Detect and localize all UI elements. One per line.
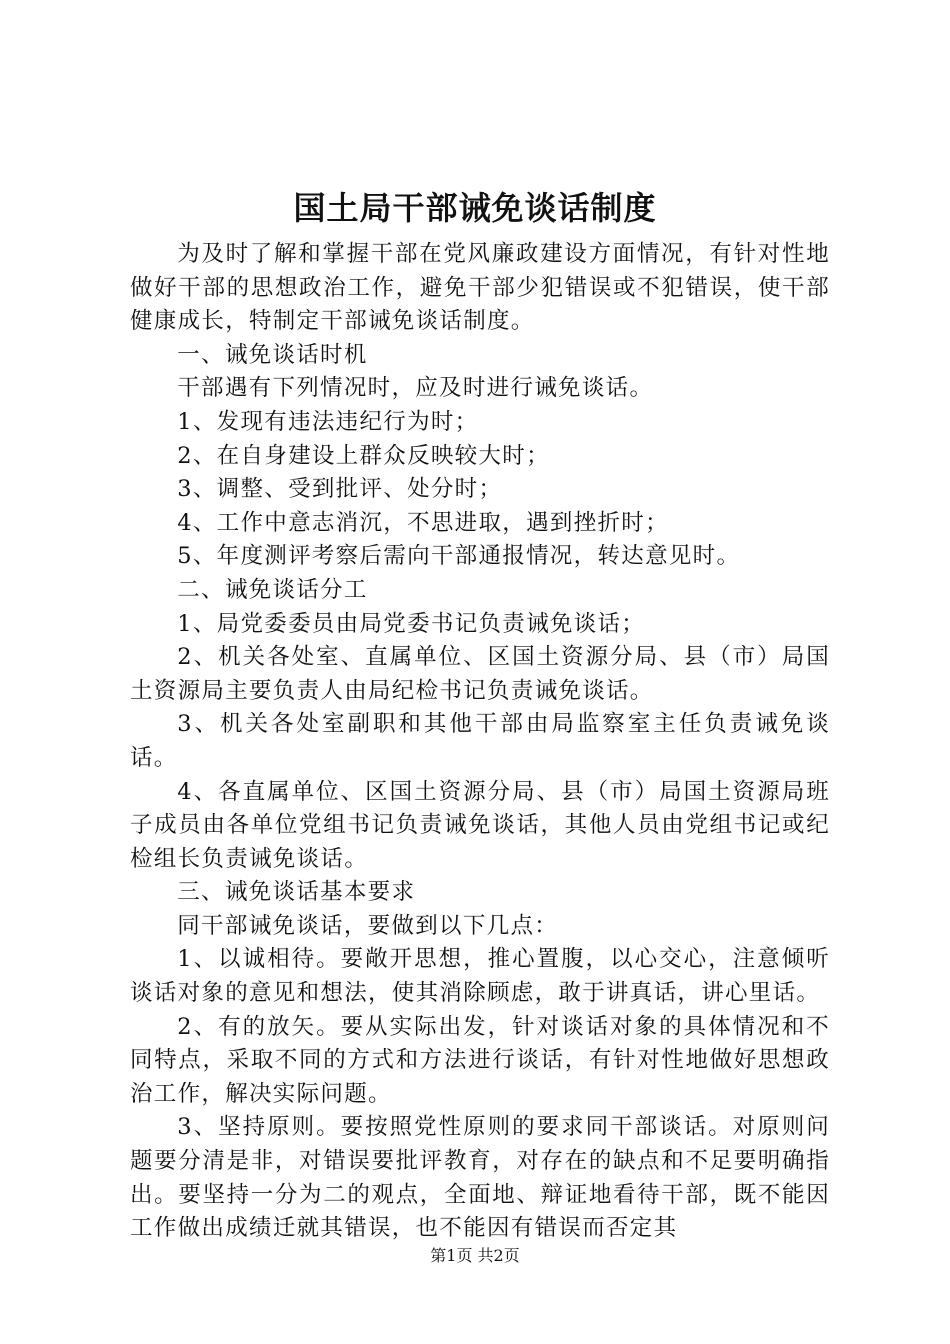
list-item: 1、局党委委员由局党委书记负责诫免谈话； <box>177 610 646 637</box>
list-item: 4、工作中意志消沉，不思进取，遇到挫折时； <box>177 509 669 536</box>
section-heading-3: 三、诫免谈话基本要求 <box>177 879 416 906</box>
document-title: 国土局干部诫免谈话制度 <box>293 189 657 227</box>
section-heading-2: 二、诫免谈话分工 <box>177 576 368 603</box>
paragraph-intro: 为及时了解和掌握干部在党风廉政建设方面情况，有针对性地做好干部的思想政治工作，避免干部少犯错误或不犯错误，使干部健康成长，特制定干部诫免谈话制度。 <box>130 241 830 335</box>
list-item: 3、调整、受到批评、处分时； <box>177 476 503 503</box>
list-item: 5、年度测评考察后需向干部通报情况，转达意见时。 <box>177 543 741 570</box>
document-body <box>130 238 830 1246</box>
list-item: 2、机关各处室、直属单位、区国土资源分局、县（市）局国土资源局主要负责人由局纪检书记负责诫免谈话。 <box>130 644 830 704</box>
paragraph: 干部遇有下列情况时，应及时进行诫免谈话。 <box>177 375 654 402</box>
list-item: 3、坚持原则。要按照党性原则的要求同干部谈话。对原则问题要分清是非，对错误要批评教育，对存在的缺点和不足要明确指出。要坚持一分为二的观点，全面地、辩证地看待干部，既不能因工作做出成绩迁就其错误，也不能因有错误而否定其 <box>130 1114 830 1242</box>
paragraph: 同干部诫免谈话，要做到以下几点： <box>177 912 559 939</box>
list-item: 3、机关各处室副职和其他干部由局监察室主任负责诫免谈话。 <box>130 711 830 771</box>
list-item: 2、在自身建设上群众反映较大时； <box>177 442 550 469</box>
list-item: 1、发现有违法违纪行为时； <box>177 408 479 435</box>
page-footer: 第1页 共2页 <box>430 1246 520 1265</box>
list-item: 2、有的放矢。要从实际出发，针对谈话对象的具体情况和不同特点，采取不同的方式和方法进行谈话，有针对性地做好思想政治工作，解决实际问题。 <box>130 1013 830 1107</box>
list-item: 4、各直属单位、区国土资源分局、县（市）局国土资源局班子成员由各单位党组书记负责诫免谈话，其他人员由党组书记或纪检组长负责诫免谈话。 <box>130 778 830 872</box>
section-heading-1: 一、诫免谈话时机 <box>177 341 368 368</box>
list-item: 1、以诚相待。要敞开思想，推心置腹，以心交心，注意倾听谈话对象的意见和想法，使其消除顾虑，敢于讲真话，讲心里话。 <box>130 946 830 1007</box>
